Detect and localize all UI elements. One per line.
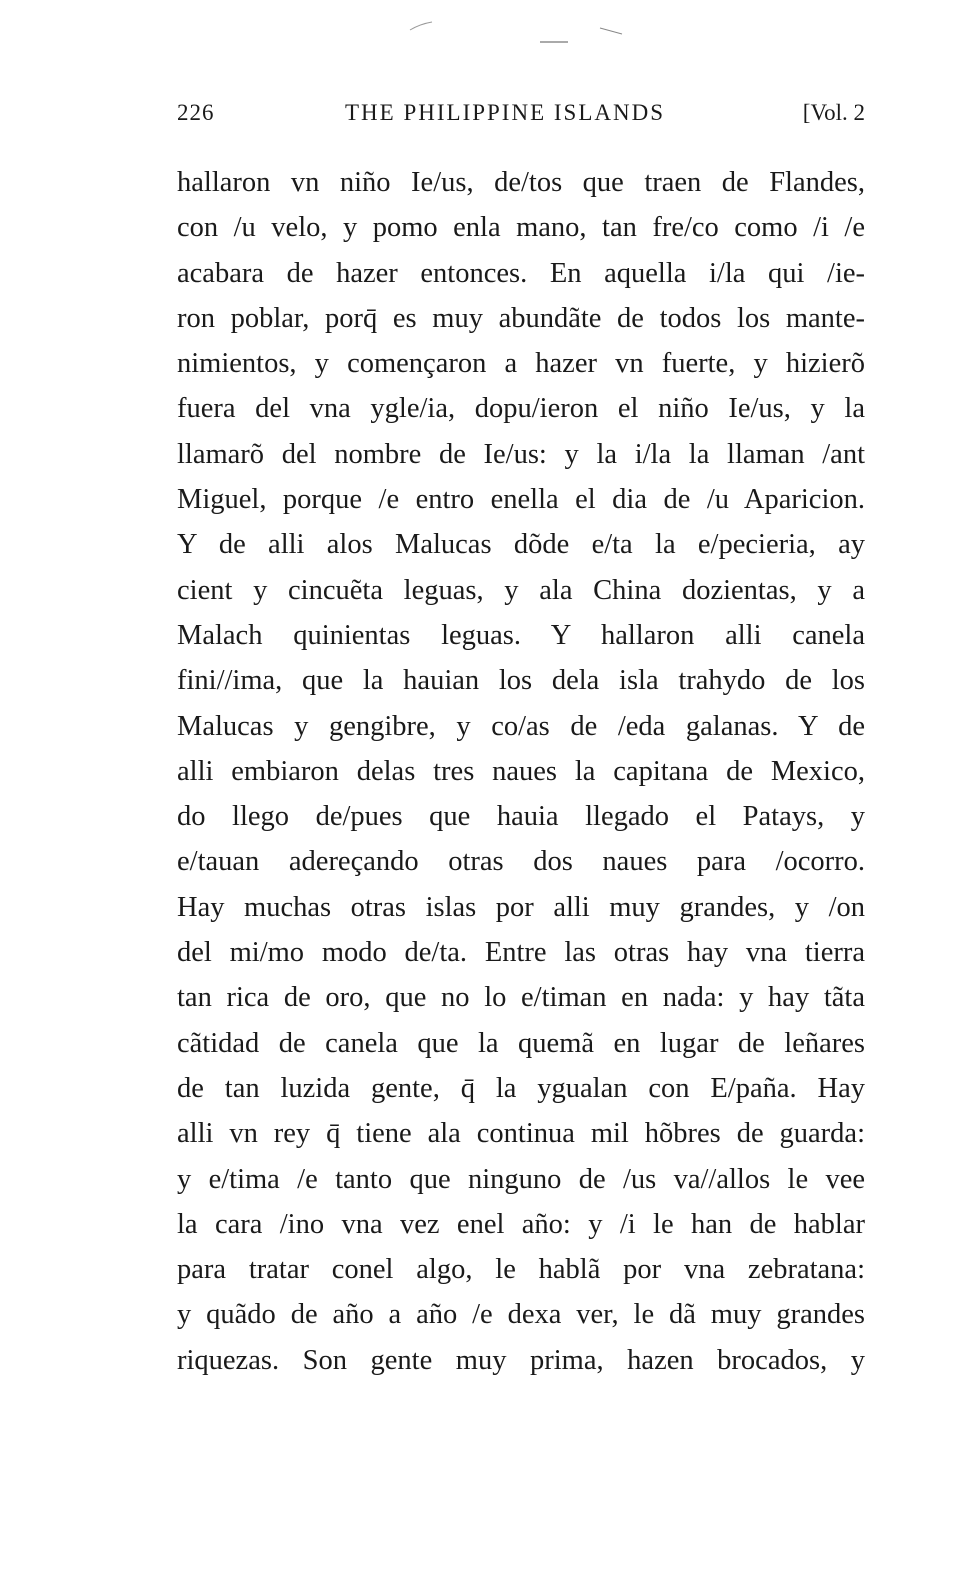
text-line: Miguel, porque /e entro enella el dia de /u Aparicion. [177,484,865,516]
text-line: con /u velo, y pomo enla mano, tan fre/co como /i /e [177,212,865,244]
text-line: Hay muchas otras islas por alli muy grandes, y /on [177,891,865,923]
text-line: tan rica de oro, que no lo e/timan en nada: y hay tãta [177,982,865,1014]
text-line: cãtidad de canela que la quemã en lugar de leñares [177,1027,865,1059]
text-line: la cara /ino vna vez enel año: y /i le han de hablar [177,1208,865,1240]
volume-label: [Vol. 2 [802,100,865,125]
text-line: para tratar conel algo, le hablã por vna zebratana: [177,1254,865,1286]
text-line: Y de alli alos Malucas dõde e/ta la e/pecieria, ay [177,529,865,561]
text-line: riquezas. Son gente muy prima, hazen brocados, y [177,1344,865,1376]
page-number: 226 [177,100,215,125]
body-text [177,160,865,1383]
text-line: e/tauan adereçando otras dos naues para /ocorro. [177,846,865,878]
text-line: y quãdo de año a año /e dexa ver, le dã muy grandes [177,1299,865,1331]
text-line: fuera del vna ygle/ia, dopu/ieron el niño Ie/us, y la [177,393,865,425]
text-line: alli embiaron delas tres naues la capitana de Mexico, [177,755,865,787]
text-line: llamarõ del nombre de Ie/us: y la i/la la llaman /ant [177,438,865,470]
text-line: de tan luzida gente, q̄ la ygualan con E/paña. Hay [177,1072,865,1104]
text-line: Malach quinientas leguas. Y hallaron alli canela [177,619,865,651]
scan-marks [400,10,640,50]
text-line: fini//ima, que la hauian los dela isla trahydo de los [177,665,865,697]
page-header [177,100,865,134]
text-line: alli vn rey q̄ tiene ala continua mil hõbres de guarda: [177,1118,865,1150]
text-line: cient y cincuẽta leguas, y ala China dozientas, y a [177,574,865,606]
text-line: Malucas y gengibre, y co/as de /eda galanas. Y de [177,710,865,742]
text-line: nimientos, y començaron a hazer vn fuerte, y hizierõ [177,348,865,380]
running-title: THE PHILIPPINE ISLANDS [345,100,665,125]
text-line: ron poblar, porq̄ es muy abundãte de todos los mante- [177,302,865,334]
text-line: do llego de/pues que hauia llegado el Patays, y [177,801,865,833]
text-line: hallaron vn niño Ie/us, de/tos que traen de Flandes, [177,167,865,198]
text-line: del mi/mo modo de/ta. Entre las otras hay vna tierra [177,937,865,969]
text-line: acabara de hazer entonces. En aquella i/la qui /ie- [177,257,865,289]
text-line: y e/tima /e tanto que ninguno de /us va//allos le vee [177,1163,865,1195]
